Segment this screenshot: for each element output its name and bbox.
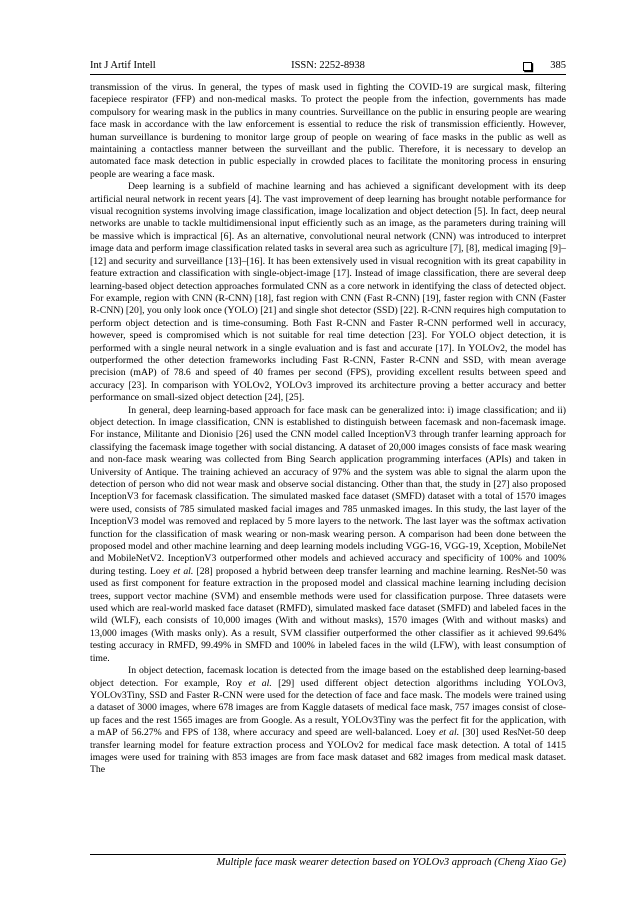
issn: ISSN: 2252-8938 (291, 60, 365, 71)
page-number-group (523, 58, 566, 74)
page-number: 385 (550, 60, 566, 71)
paragraph-4-text-b: [29] used different object detection algorithms including YOLOv3, YOLOv3Tiny, SSD and Faster R-CNN were used for the detection of face and face mask. The models were trained using a dataset of 3000 images, where 678 images are from Kaggle datasets of medical face mask, 757 images consist of close-up faces and the rest 1565 images are from Google. As a result, YOLOv3Tiny was the perfect fit for the application, with a mAP of 56.27% and FPS of 138, where accuracy and speed are well-balanced. Loey (90, 677, 567, 739)
paragraph-4 (90, 665, 566, 777)
paragraph-4-text-c: [30] used ResNet-50 deep transfer learning model for feature extraction process and YOLOv2 for medical face mask detection. A total of 1415 images were used for training with 853 images are from face mask dataset and 682 images from medical mask dataset. The (90, 727, 566, 776)
paragraph-4-etal-2: et al. (438, 727, 460, 739)
paragraph-1: transmission of the virus. In general, the types of mask used in fighting the COVID-19 are surgical mask, filtering facepiece respirator (FFP) and non-medical masks. To protect the people from the infection, governments has made compulsory for wearing mask in the publics in many countries. Surveillance on the public in ensuring people are wearing face mask in accordance with the law enforcement is essential to reduce the risk of transmission efficiently. However, human surveillance is burdening to monitor large group of people on wearing of face masks in the public as well as maintaining a contactless manner between the surveillant and the public. Therefore, it is necessary to develop an automated face mask detection in public especially in crowded places to facilitate the monitoring process in ensuring people are wearing a face mask. (90, 82, 566, 180)
paragraph-4-text-a: In object detection, facemask location is detected from the image based on the established deep learning-based object detection. For example, Roy (90, 665, 566, 689)
checkbox-square-icon (523, 62, 532, 71)
paragraph-3-text-a: In general, deep learning-based approach for face mask can be generalized into: i) image classification; and ii) object detection. In image classification, CNN is established to distinguish between facemask and non-facemask image. For instance, Militante and Dionisio [26] used the CNN model called InceptionV3 through tranfer learning approach for classifying the facemask image together with social distancing. A dataset of 20,000 images consists of face mask wearing and non-face mask wearing was collected from Bing Search application programming interfaces (APIs) and taken in University of Antique. The training achieved an accuracy of 97% and the system was able to signal the alarm upon the detection of person who did not wear mask and observe social distancing. Other than that, the study in [27] also proposed InceptionV3 for facemask classification. The simulated masked face dataset (SMFD) dataset with a total of 1570 images were used, consists of 785 simulated masked facial images and 785 unmasked images. In this study, the last layer of the InceptionV3 model was removed and replaced by 5 more layers to the network. The last layer was the softmax activation function for the classification of mask wearing or non-mask wearing person. A comparison had been done between the proposed model and other machine learning and deep learning models including VGG-16, VGG-19, Xception, MobileNet and MobileNetV2. InceptionV3 outperformed other models and achieved accuracy and specificity of 100% and 100% during testing. Loey (90, 404, 566, 577)
paragraph-3 (90, 405, 566, 666)
paragraph-2: Deep learning is a subfield of machine learning and has achieved a significant development with its deep artificial neural network in recent years [4]. The vast improvement of deep learning has brought notable performance for visual recognition systems involving image classification, image localization and object detection [5]. In fact, deep neural networks are unable to tackle multidimensional input efficiently such as an image, as the parameters during training will be massive which is impractical [6]. As an alternative, convolutional neural network (CNN) was introduced to interpret image data and perform image classification related tasks in several area such as agriculture [7], [8], medical imaging [9]–[12] and security and surveillance [13]–[16]. It has been extensively used in visual recognition with its great capability in feature extraction and classification with single-object-image [17]. Instead of image classification, there are several deep learning-based object detection approaches formulated CNN as a core network in identifying the class of detected object. For example, region with CNN (R-CNN) [18], fast region with CNN (Fast R-CNN) [19], faster region with CNN (Faster R-CNN) [20], you only look once (YOLO) [21] and single shot detector (SSD) [22]. R-CNN requires high computation to perform object detection and is time-consuming. Both Fast R-CNN and Faster R-CNN performed well in accuracy, however, speed is compromised which is not suitable for real time detection [23]. For YOLO object detection, it is performed with a single neural network in a single evaluation and is fast and accurate [17]. In YOLOv2, the model has outperformed the other detection frameworks including Fast R-CNN, Faster R-CNN and SSD, with mean average precision (mAP) of 78.6 and speed of 40 frames per second (FPS), providing excellent results between speed and accuracy [23]. In comparison with YOLOv2, YOLOv3 improved its architecture proving a better accuracy and better performance on small-sized object detection [24], [25]. (90, 181, 566, 404)
body-text (90, 82, 566, 777)
paragraph-3-text-b: [28] proposed a hybrid between deep transfer learning and machine learning. ResNet-50 was used as first component for feature extraction in the proposed model and classical machine learning including decision trees, support vector machine (SVM) and ensemble methods were used for classification purpose. Three datasets were used which are real-world masked face dataset (RMFD), simulated masked face dataset (SMFD) and labeled faces in the wild (WLF), each consists of 10,000 images (With and without masks), 1570 images (With and without masks) and 13,000 images (With masks only). As a result, SVM classifier outperformed the other classifier as it achieved 99.64% testing accuracy in RMFD, 99.49% in SMFD and 100% in labeled faces in the wild (LFW), with least consumption of time. (90, 565, 566, 664)
paragraph-4-etal-1: et al. (248, 677, 272, 689)
page-header (90, 58, 566, 75)
journal-name: Int J Artif Intell (90, 60, 156, 71)
running-footer: Multiple face mask wearer detection based on YOLOv3 approach (Cheng Xiao Ge) (90, 854, 566, 871)
paragraph-3-etal: et al. (173, 565, 194, 577)
